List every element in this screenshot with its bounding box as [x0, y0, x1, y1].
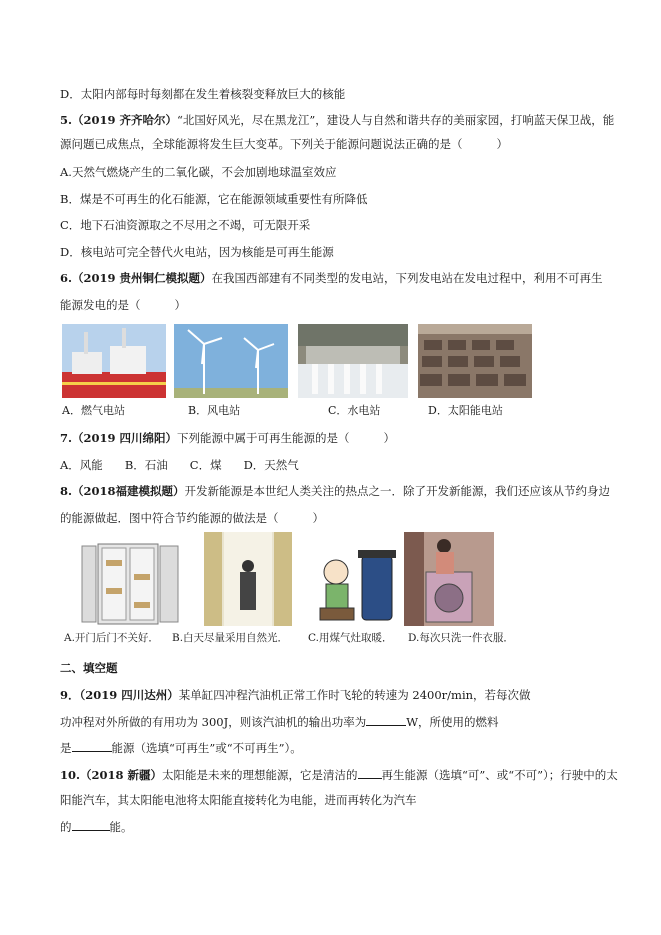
q6-stem-2: 能源发电的是（ — [60, 298, 141, 312]
q8-stem-line-1 — [60, 483, 610, 499]
q7-options — [60, 457, 321, 473]
q9-source: 9．（2019 四川达州） — [60, 688, 179, 702]
q9-text-2a: 功冲程对外所做的有用功为 300J，则该汽油机的输出功率为 — [60, 715, 367, 729]
q4-option-d: D．太阳内部每时每刻都在发生着核裂变释放巨大的核能 — [60, 87, 346, 101]
q9-blank-fuel-type[interactable] — [72, 739, 112, 752]
q8-caption-c: C.用煤气灶取暖． — [308, 632, 393, 644]
q8-source: 8.（2018福建模拟题） — [60, 484, 185, 498]
section-title-fill-in: 二、填空题 — [60, 661, 118, 675]
q5-option-b: B．煤是不可再生的化石能源，它在能源领域重要性有所降低 — [60, 192, 368, 206]
hydro-power-station-image — [298, 324, 408, 398]
q7-stem-end: ） — [383, 431, 396, 445]
q10-text-3a: 的 — [60, 820, 72, 834]
q7-option-c: C．煤 — [189, 458, 222, 472]
q7-source: 7.（2019 四川绵阳） — [60, 431, 178, 445]
q10-blank-energy[interactable] — [72, 818, 110, 831]
q8-caption-b: B.白天尽量采用自然光． — [172, 632, 289, 644]
q10-text-1a: 太阳能是未来的理想能源，它是清洁的 — [162, 768, 358, 782]
q6-caption-b: B．风电站 — [188, 404, 241, 417]
q8-stem-2: 的能源做起．图中符合节约能源的做法是（ — [60, 511, 279, 525]
q8-stem-1: 开发新能源是本世纪人类关注的热点之一．除了开发新能源，我们还应该从节约身边 — [184, 484, 611, 498]
q5-stem-2: 源问题已成焦点，全球能源将发生巨大变革。下列关于能源问题说法正确的是（ — [60, 137, 463, 151]
q6-stem-line-2 — [60, 297, 186, 313]
q5-stem-line-2 — [60, 136, 508, 152]
q10-text-3b: 能。 — [109, 820, 133, 834]
q9-line-3 — [60, 739, 302, 756]
q7-option-d: D．天然气 — [243, 458, 299, 472]
q5-option-a: A.天然气燃烧产生的二氧化碳，不会加剧地球温室效应 — [60, 165, 337, 179]
q6-stem-2-end: ） — [174, 298, 186, 312]
q9-line-1 — [60, 687, 531, 703]
gas-stove-heating-image — [306, 538, 398, 626]
q9-text-2b: W，所使用的燃料 — [406, 715, 499, 729]
q7-stem-line — [60, 430, 395, 446]
q5-stem-1: “北国好风光，尽在黑龙江”，建设人与自然和谐共存的美丽家园，打响蓝天保卫战，能 — [177, 113, 615, 127]
q10-line-3 — [60, 818, 133, 835]
q9-line-2 — [60, 713, 499, 730]
q8-caption-d: D.每次只洗一件衣服． — [408, 632, 514, 644]
q5-stem-line-1 — [60, 112, 614, 128]
q6-source: 6.（2019 贵州铜仁模拟题） — [60, 271, 212, 285]
q5-option-c: C．地下石油资源取之不尽用之不竭，可无限开采 — [60, 218, 311, 232]
q8-stem-2-end: ） — [312, 511, 324, 525]
q5-source: 5.（2019 齐齐哈尔） — [60, 113, 178, 127]
q6-stem-line-1 — [60, 270, 603, 286]
q6-stem-1: 在我国西部建有不同类型的发电站，下列发电站在发电过程中，利用不可再生 — [211, 271, 603, 285]
q9-text-3a: 是 — [60, 741, 72, 755]
q8-caption-a: A.开门后门不关好． — [64, 632, 159, 644]
q9-text-3b: 能源（选填“可再生”或“不可再生”）。 — [111, 741, 302, 755]
q6-caption-d: D．太阳能电站 — [428, 404, 503, 417]
wind-power-station-image — [174, 324, 288, 398]
q10-blank-renewable[interactable] — [358, 766, 382, 779]
q6-caption-a: A．燃气电站 — [62, 404, 125, 417]
q10-source: 10.（2018 新疆） — [60, 768, 163, 782]
q5-option-d: D．核电站可完全替代火电站，因为核能是可再生能源 — [60, 245, 334, 259]
q9-text-1: 某单缸四冲程汽油机正常工作时飞轮的转速为 2400r/min，若每次做 — [178, 688, 531, 702]
q7-option-b: B．石油 — [124, 458, 168, 472]
washing-machine-image — [404, 532, 494, 626]
q10-line-1 — [60, 766, 618, 783]
q10-text-1b: 再生能源（选填“可”、或“不可”）；行驶中的太 — [381, 768, 618, 782]
natural-light-curtain-image — [204, 532, 292, 626]
gas-power-station-image — [62, 324, 166, 398]
q9-blank-power[interactable] — [366, 713, 406, 726]
open-fridge-image — [80, 540, 184, 626]
q7-stem: 下列能源中属于可再生能源的是（ — [177, 431, 350, 445]
q7-option-a: A．风能 — [60, 458, 103, 472]
q6-caption-c: C．水电站 — [328, 404, 381, 417]
q8-stem-line-2 — [60, 510, 324, 526]
solar-power-station-image — [418, 324, 532, 398]
q5-stem-2-end: ） — [496, 137, 508, 151]
q10-line-2: 阳能汽车，其太阳能电池将太阳能直接转化为电能，进而再转化为汽车 — [60, 793, 417, 807]
